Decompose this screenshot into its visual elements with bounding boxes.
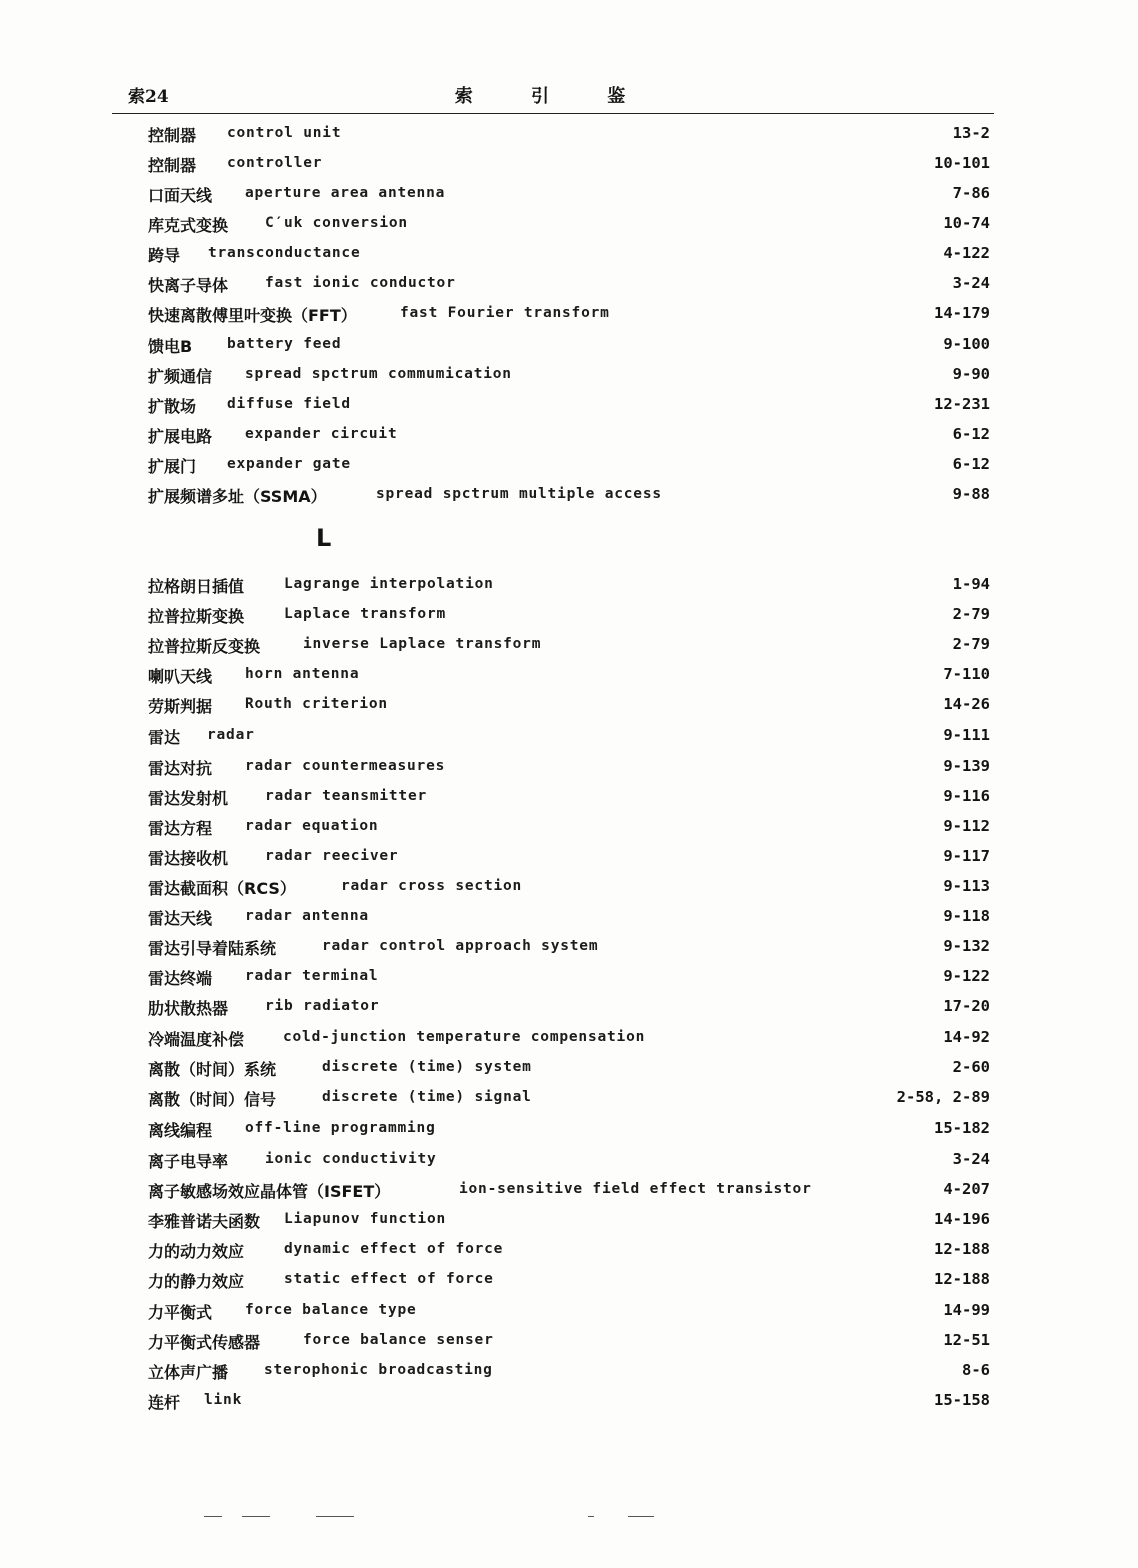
entry-term-zh: 快离子导体: [148, 276, 229, 295]
entry-term-en: inverse Laplace transform: [303, 636, 542, 652]
index-entry: [148, 452, 990, 478]
entry-term-zh: 离散（时间）信号: [148, 1090, 277, 1109]
index-entry: [148, 754, 990, 780]
entry-term-en: aperture area antenna: [245, 185, 446, 201]
entry-term-en: diffuse field: [227, 396, 351, 412]
entry-page-ref: 6-12: [952, 425, 990, 443]
entry-term-en: horn antenna: [245, 666, 360, 682]
entry-page-ref: 15-158: [934, 1391, 990, 1409]
entry-term-en: Routh criterion: [245, 696, 388, 712]
entry-page-ref: 15-182: [934, 1119, 990, 1137]
entry-page-ref: 3-24: [952, 1150, 990, 1168]
entry-term-zh: 力的动力效应: [148, 1242, 245, 1261]
section-letter: L: [316, 524, 332, 552]
entry-term-zh: 拉普拉斯反变换: [148, 637, 261, 656]
entry-term-zh: 离线编程: [148, 1121, 213, 1140]
entry-term-en: rib radiator: [265, 998, 380, 1014]
index-entry: [148, 602, 990, 628]
entry-page-ref: 12-188: [934, 1270, 990, 1288]
index-entry: [148, 904, 990, 930]
entry-term-zh: 馈电B: [148, 337, 193, 356]
entry-page-ref: 7-110: [943, 665, 990, 683]
entry-page-ref: 4-207: [943, 1180, 990, 1198]
entry-term-en: radar equation: [245, 818, 379, 834]
index-entry: [148, 844, 990, 870]
index-entry: [148, 692, 990, 718]
entry-term-zh: 雷达对抗: [148, 759, 213, 778]
entry-term-en: Lagrange interpolation: [284, 576, 494, 592]
entry-term-en: battery feed: [227, 336, 342, 352]
entry-page-ref: 9-113: [943, 877, 990, 895]
entry-page-ref: 14-179: [934, 304, 990, 322]
index-entry: [148, 151, 990, 177]
entry-term-en: radar countermeasures: [245, 758, 446, 774]
entry-page-ref: 8-6: [962, 1361, 990, 1379]
entry-term-zh: 口面天线: [148, 186, 213, 205]
index-entry: [148, 964, 990, 990]
entry-term-en: off-line programming: [245, 1120, 436, 1136]
entry-term-en: sterophonic broadcasting: [264, 1362, 493, 1378]
entry-term-en: radar: [207, 727, 255, 743]
entry-term-en: fast ionic conductor: [265, 275, 456, 291]
entry-term-en: link: [204, 1392, 243, 1408]
entry-page-ref: 13-2: [952, 124, 990, 142]
entry-term-zh: 李雅普诺夫函数: [148, 1212, 261, 1231]
entry-term-zh: 离散（时间）系统: [148, 1060, 277, 1079]
index-entry: [148, 332, 990, 358]
index-entry: [148, 1085, 990, 1111]
entry-page-ref: 6-12: [952, 455, 990, 473]
entry-page-ref: 9-90: [952, 365, 990, 383]
entry-term-en: static effect of force: [284, 1271, 494, 1287]
entry-term-zh: 雷达方程: [148, 819, 213, 838]
entry-page-ref: 14-26: [943, 695, 990, 713]
entry-page-ref: 12-51: [943, 1331, 990, 1349]
entry-term-en: spread spctrum multiple access: [376, 486, 662, 502]
entry-term-zh: 雷达截面积（RCS）: [148, 879, 296, 898]
entry-page-ref: 9-112: [943, 817, 990, 835]
entry-term-en: controller: [227, 155, 323, 171]
entry-term-zh: 跨导: [148, 246, 181, 265]
index-entry: [148, 211, 990, 237]
entry-page-ref: 9-139: [943, 757, 990, 775]
entry-term-zh: 冷端温度补偿: [148, 1030, 245, 1049]
index-entry: [148, 362, 990, 388]
entry-term-zh: 立体声广播: [148, 1363, 229, 1382]
index-entry: [148, 1358, 990, 1384]
index-entry: [148, 934, 990, 960]
entry-term-en: Liapunov function: [284, 1211, 447, 1227]
entry-page-ref: 9-132: [943, 937, 990, 955]
entry-term-zh: 拉格朗日插值: [148, 577, 245, 596]
entry-page-ref: 2-58, 2-89: [896, 1088, 990, 1106]
entry-term-en: spread spctrum commumication: [245, 366, 512, 382]
entry-page-ref: 14-196: [934, 1210, 990, 1228]
entry-term-en: force balance type: [245, 1302, 417, 1318]
index-entry: [148, 572, 990, 598]
entry-term-zh: 喇叭天线: [148, 667, 213, 686]
entry-term-zh: 力平衡式传感器: [148, 1333, 261, 1352]
page-title: 索 引 鉴: [454, 86, 652, 107]
entry-page-ref: 9-122: [943, 967, 990, 985]
entry-term-en: radar control approach system: [322, 938, 599, 954]
entry-term-zh: 快速离散傅里叶变换（FFT）: [148, 306, 357, 325]
index-entry: [148, 422, 990, 448]
index-entry: [148, 1298, 990, 1324]
entry-term-en: radar terminal: [245, 968, 379, 984]
entry-term-zh: 控制器: [148, 126, 197, 145]
entry-page-ref: 10-101: [934, 154, 990, 172]
index-entry: [148, 1055, 990, 1081]
entry-term-zh: 库克式变换: [148, 216, 229, 235]
entry-term-en: transconductance: [208, 245, 361, 261]
entry-page-ref: 17-20: [943, 997, 990, 1015]
index-entry: [148, 482, 990, 508]
entry-term-en: radar cross section: [341, 878, 523, 894]
entry-page-ref: 7-86: [952, 184, 990, 202]
entry-term-zh: 雷达发射机: [148, 789, 229, 808]
entry-term-zh: 雷达接收机: [148, 849, 229, 868]
entry-term-en: dynamic effect of force: [284, 1241, 504, 1257]
index-entry: [148, 1147, 990, 1173]
index-entry: [148, 181, 990, 207]
index-entry: [148, 1025, 990, 1051]
page-number: 索24: [128, 87, 169, 107]
index-entry: [148, 241, 990, 267]
entry-term-en: force balance senser: [303, 1332, 494, 1348]
entry-page-ref: 2-79: [952, 635, 990, 653]
entry-term-zh: 控制器: [148, 156, 197, 175]
entry-term-en: expander gate: [227, 456, 351, 472]
entry-page-ref: 9-117: [943, 847, 990, 865]
index-entry: [148, 814, 990, 840]
entry-term-zh: 劳斯判据: [148, 697, 213, 716]
index-entry: [148, 1177, 990, 1203]
entry-term-zh: 力平衡式: [148, 1303, 213, 1322]
entry-term-zh: 拉普拉斯变换: [148, 607, 245, 626]
entry-page-ref: 3-24: [952, 274, 990, 292]
index-entry: [148, 994, 990, 1020]
entry-page-ref: 9-116: [943, 787, 990, 805]
index-entry: [148, 1207, 990, 1233]
entry-term-zh: 肋状散热器: [148, 999, 229, 1018]
entry-page-ref: 4-122: [943, 244, 990, 262]
entry-term-en: expander circuit: [245, 426, 398, 442]
entry-page-ref: 12-188: [934, 1240, 990, 1258]
entry-term-zh: 雷达终端: [148, 969, 213, 988]
entry-page-ref: 10-74: [943, 214, 990, 232]
entry-term-en: radar antenna: [245, 908, 369, 924]
entry-term-zh: 扩展门: [148, 457, 197, 476]
entry-term-zh: 扩展频谱多址（SSMA）: [148, 487, 327, 506]
entry-term-zh: 雷达引导着陆系统: [148, 939, 277, 958]
entry-page-ref: 9-111: [943, 726, 990, 744]
entry-term-zh: 离子敏感场效应晶体管（ISFET）: [148, 1182, 391, 1201]
entry-term-en: radar teansmitter: [265, 788, 428, 804]
entry-page-ref: 2-79: [952, 605, 990, 623]
entry-term-en: ionic conductivity: [265, 1151, 437, 1167]
index-entry: [148, 121, 990, 147]
index-entry: [148, 784, 990, 810]
index-entry: [148, 662, 990, 688]
entry-term-zh: 扩散场: [148, 397, 197, 416]
entry-term-en: Laplace transform: [284, 606, 447, 622]
entry-term-en: discrete (time) signal: [322, 1089, 532, 1105]
index-entry: [148, 1328, 990, 1354]
index-entry: [148, 723, 990, 749]
index-entry: [148, 1267, 990, 1293]
entry-term-zh: 雷达: [148, 728, 181, 747]
index-entry: [148, 392, 990, 418]
index-entry: [148, 1116, 990, 1142]
index-entry: [148, 1388, 990, 1414]
index-entry: [148, 874, 990, 900]
entry-term-en: control unit: [227, 125, 342, 141]
entry-page-ref: 14-92: [943, 1028, 990, 1046]
entry-term-en: discrete (time) system: [322, 1059, 532, 1075]
index-entry: [148, 271, 990, 297]
entry-page-ref: 9-118: [943, 907, 990, 925]
entry-term-zh: 连杆: [148, 1393, 181, 1412]
entry-page-ref: 1-94: [952, 575, 990, 593]
entry-term-en: cold-junction temperature compensation: [283, 1029, 646, 1045]
index-entry: [148, 632, 990, 658]
index-entry: [148, 1237, 990, 1263]
index-entry: [148, 301, 990, 327]
entry-page-ref: 9-88: [952, 485, 990, 503]
footer-print-marks: [200, 1516, 680, 1522]
entry-term-zh: 离子电导率: [148, 1152, 229, 1171]
entry-term-en: C′uk conversion: [265, 215, 408, 231]
entry-page-ref: 9-100: [943, 335, 990, 353]
entry-page-ref: 14-99: [943, 1301, 990, 1319]
entry-term-zh: 扩频通信: [148, 367, 213, 386]
entry-page-ref: 2-60: [952, 1058, 990, 1076]
entry-term-en: ion-sensitive field effect transistor: [459, 1181, 812, 1197]
entry-term-zh: 雷达天线: [148, 909, 213, 928]
entry-term-en: radar reeciver: [265, 848, 399, 864]
entry-page-ref: 12-231: [934, 395, 990, 413]
entry-term-en: fast Fourier transform: [400, 305, 610, 321]
entry-term-zh: 扩展电路: [148, 427, 213, 446]
entry-term-zh: 力的静力效应: [148, 1272, 245, 1291]
